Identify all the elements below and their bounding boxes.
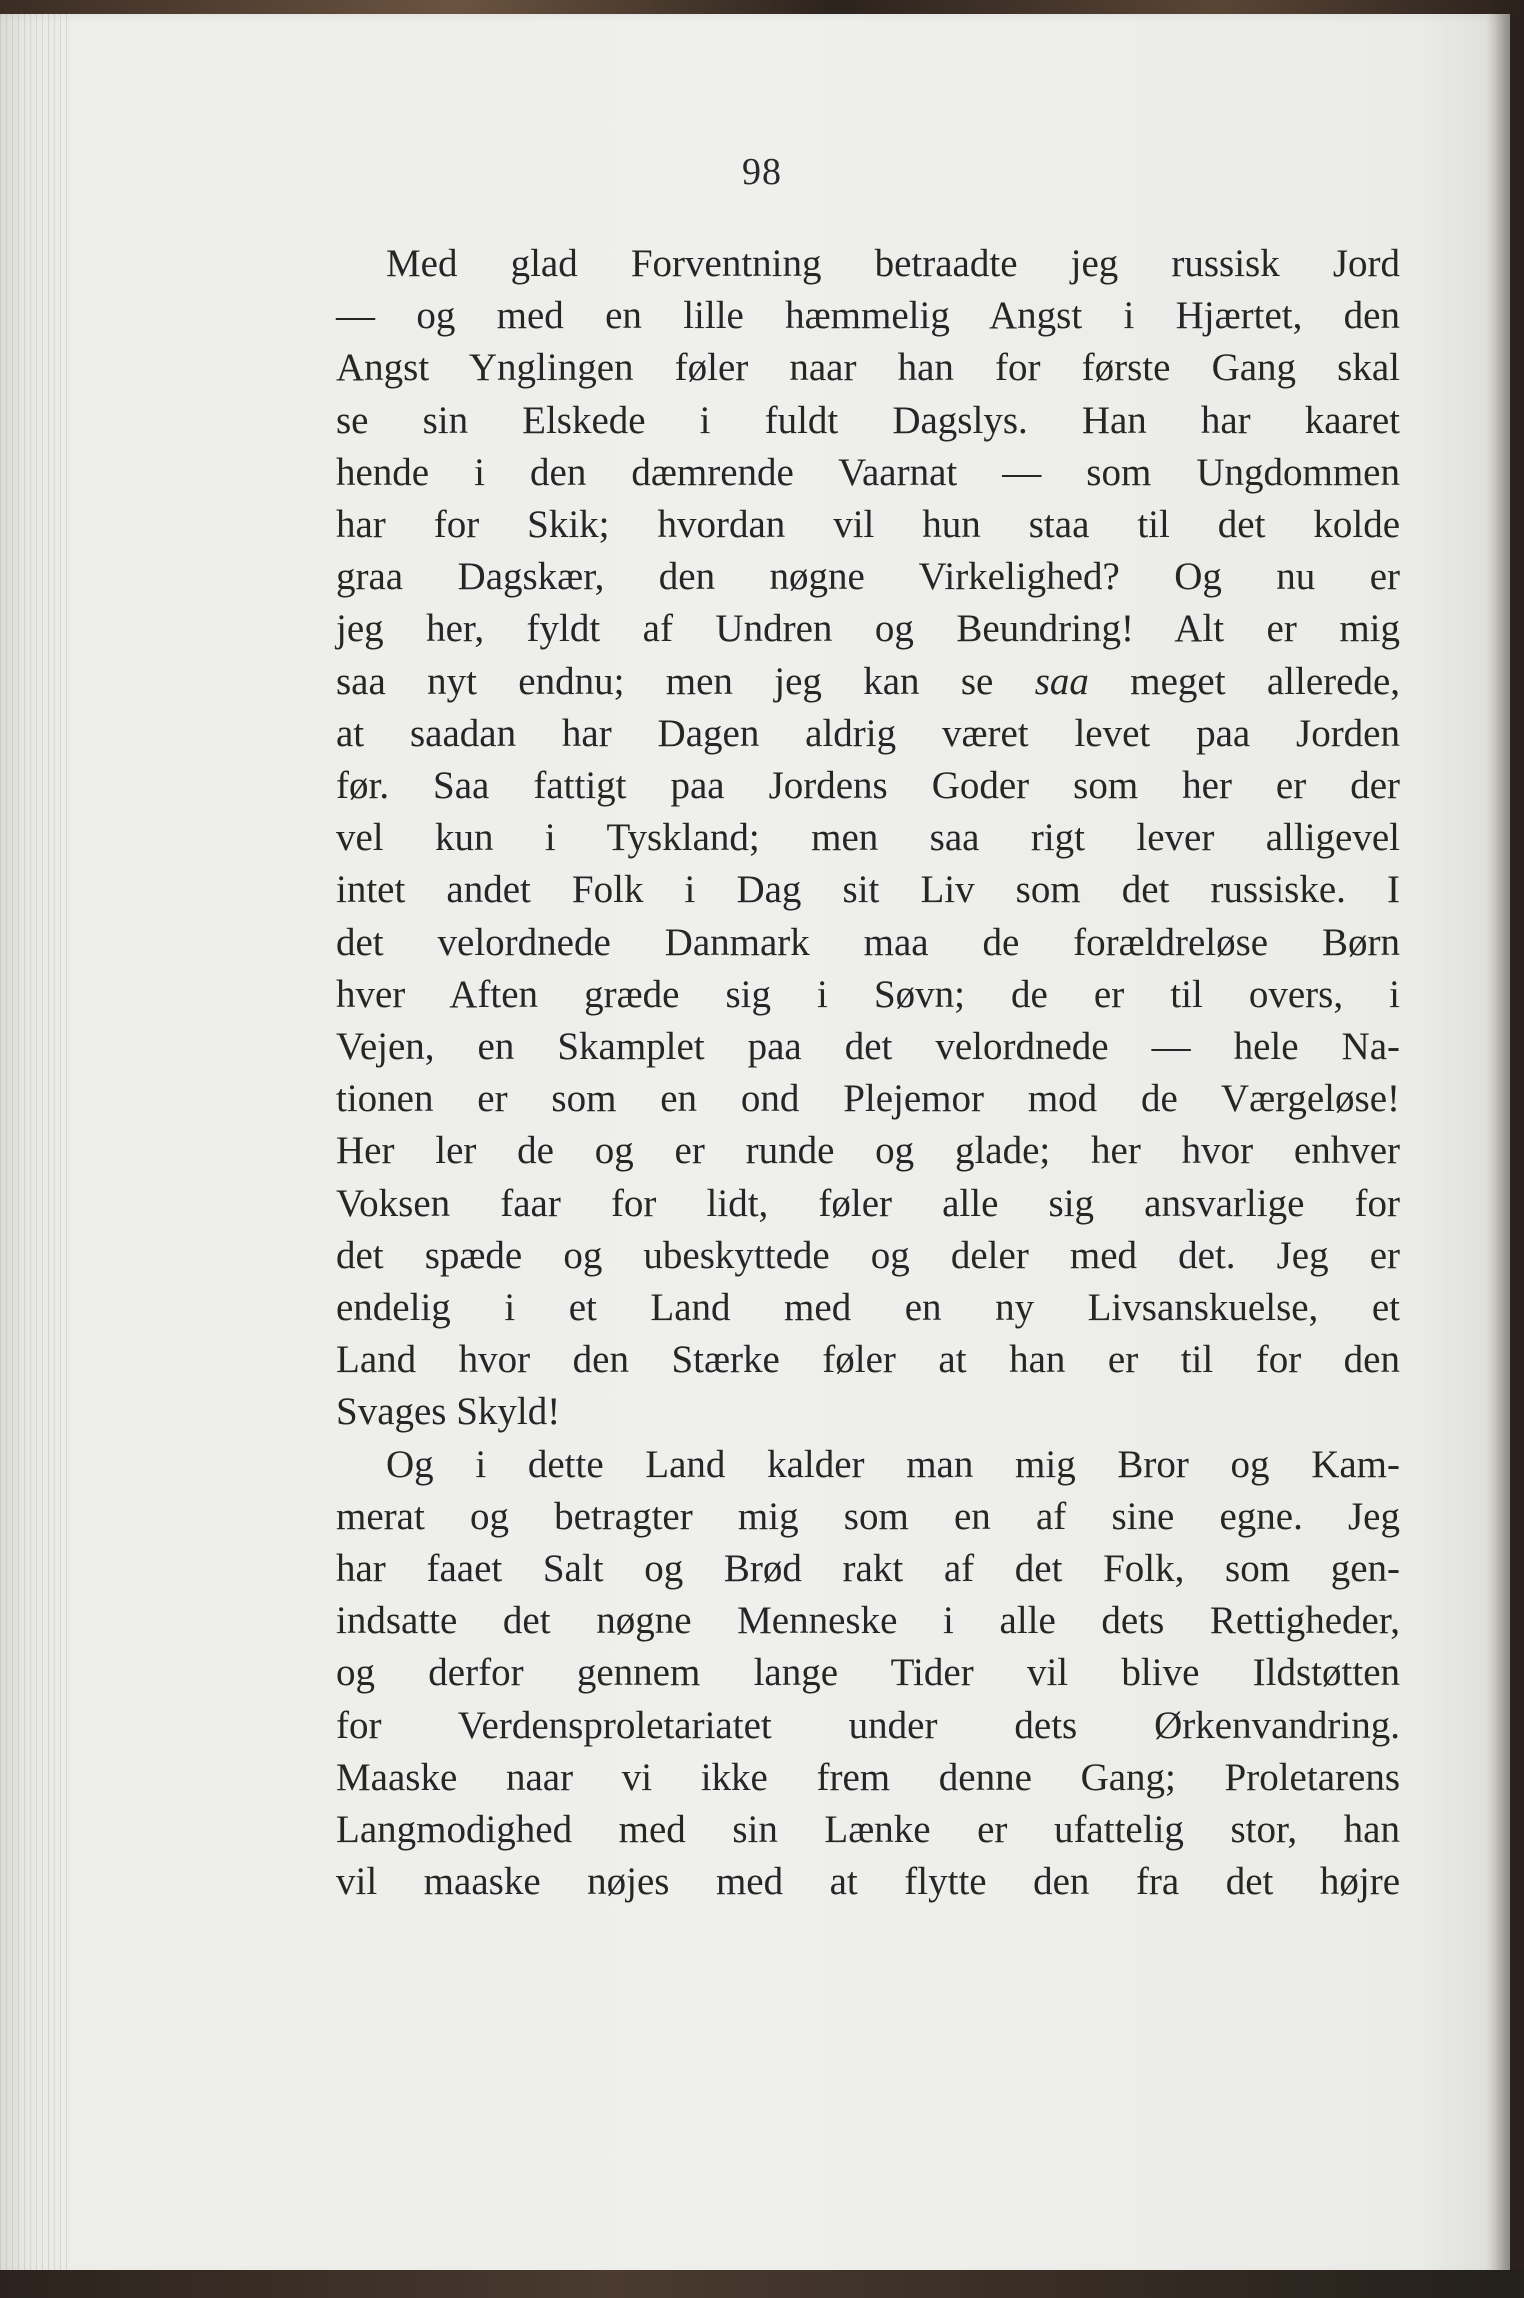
text-line: merat og betragter mig som en af sine egne. Jeg bbox=[336, 1494, 1400, 1538]
paragraph-1 bbox=[336, 238, 1400, 1439]
text-line: Vejen, en Skamplet paa det velordnede — hele Na- bbox=[336, 1025, 1400, 1069]
text-line: vil maaske nøjes med at flytte den fra det højre bbox=[336, 1860, 1400, 1904]
text-line: jeg her, fyldt af Undren og Beundring! Alt er mig bbox=[336, 607, 1400, 651]
text-line: det spæde og ubeskyttede og deler med det. Jeg er bbox=[336, 1233, 1400, 1277]
text-line: Med glad Forventning betraadte jeg russisk Jord bbox=[386, 242, 1400, 285]
text-line: Land hvor den Stærke føler at han er til for den bbox=[336, 1338, 1400, 1382]
text-line: indsatte det nøgne Menneske i alle dets Rettigheder, bbox=[336, 1599, 1400, 1643]
text-line: hver Aften græde sig i Søvn; de er til overs, i bbox=[336, 972, 1400, 1016]
text-line: Her ler de og er runde og glade; her hvor enhver bbox=[336, 1129, 1400, 1173]
text-line: vel kun i Tyskland; men saa rigt lever alligevel bbox=[336, 816, 1400, 860]
page-stack-edges bbox=[0, 14, 70, 2276]
text-line: det velordnede Danmark maa de forældreløse Børn bbox=[336, 920, 1400, 964]
text-line: Maaske naar vi ikke frem denne Gang; Proletarens bbox=[336, 1755, 1400, 1799]
text-line: Langmodighed med sin Lænke er ufattelig stor, han bbox=[336, 1808, 1400, 1852]
gutter-shadow bbox=[1486, 14, 1510, 2276]
text-line: se sin Elskede i fuldt Dagslys. Han har kaaret bbox=[336, 398, 1400, 442]
text-line: Angst Ynglingen føler naar han for første Gang skal bbox=[336, 346, 1400, 390]
text-line-with-italic bbox=[336, 656, 1400, 708]
text-line: for Verdensproletariatet under dets Ørkenvandring. bbox=[336, 1703, 1400, 1747]
text-line: tionen er som en ond Plejemor mod de Værgeløse! bbox=[336, 1077, 1400, 1121]
text-line: Og i dette Land kalder man mig Bror og Kam- bbox=[386, 1442, 1400, 1486]
italic-word: saa bbox=[1034, 659, 1089, 703]
paragraph-2 bbox=[336, 1439, 1400, 1909]
text-line: Svages Skyld! bbox=[336, 1390, 561, 1434]
page-text bbox=[336, 238, 1400, 1909]
text-line: og derfor gennem lange Tider vil blive Ildstøtten bbox=[336, 1651, 1400, 1695]
text-line: endelig i et Land med en ny Livsanskuelse, et bbox=[336, 1286, 1400, 1330]
text-line: hende i den dæmrende Vaarnat — som Ungdommen bbox=[336, 450, 1400, 494]
text-line: Voksen faar for lidt, føler alle sig ansvarlige for bbox=[336, 1181, 1400, 1225]
text-line: har for Skik; hvordan vil hun staa til det kolde bbox=[336, 503, 1400, 547]
text-line: før. Saa fattigt paa Jordens Goder som her er der bbox=[336, 764, 1400, 808]
text-line: intet andet Folk i Dag sit Liv som det russiske. I bbox=[336, 868, 1400, 912]
text-line: — og med en lille hæmmelig Angst i Hjærtet, den bbox=[336, 294, 1400, 338]
page-number: 98 bbox=[742, 151, 782, 193]
text-line: at saadan har Dagen aldrig været levet paa Jorden bbox=[336, 711, 1400, 755]
text-line: graa Dagskær, den nøgne Virkelighed? Og nu er bbox=[336, 555, 1400, 599]
text-line-tail: meget allerede, bbox=[1130, 659, 1401, 703]
book-bottom-edge bbox=[0, 2270, 1524, 2298]
text-line-head: saa nyt endnu; men jeg kan se bbox=[336, 659, 994, 703]
text-line: har faaet Salt og Brød rakt af det Folk, som gen- bbox=[336, 1547, 1400, 1591]
